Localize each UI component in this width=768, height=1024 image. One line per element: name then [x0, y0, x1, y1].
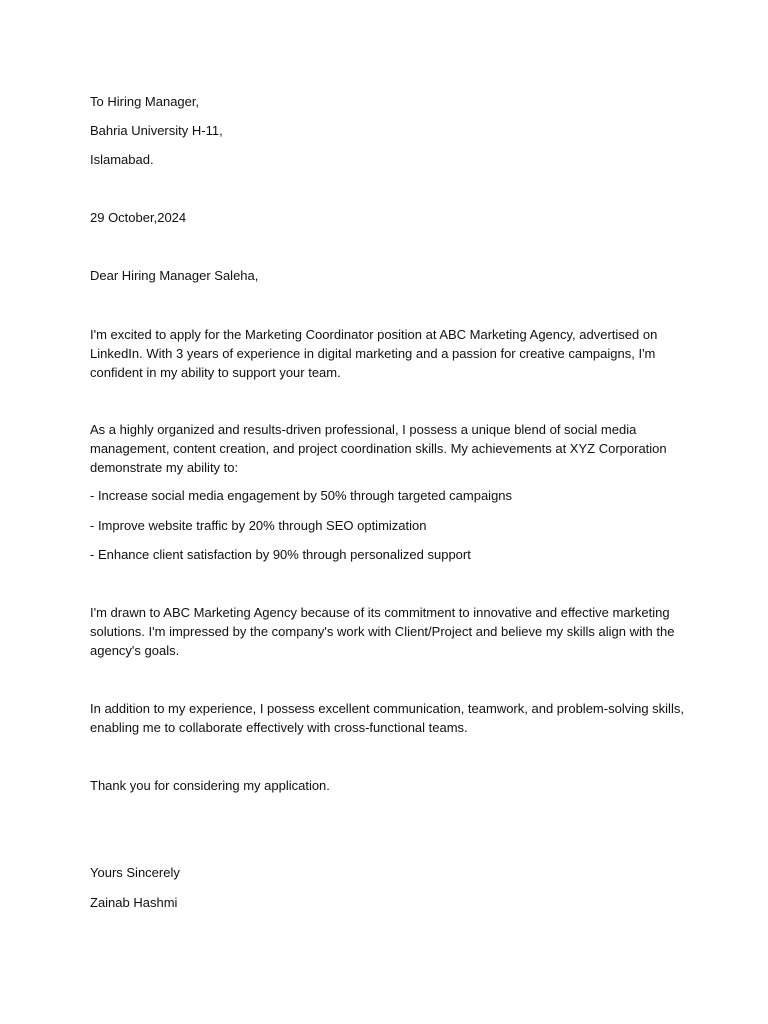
salutation: Dear Hiring Manager Saleha, [90, 268, 259, 283]
recipient-line-2: Bahria University H-11, [90, 123, 223, 138]
skills-line: management, content creation, and project coordination skills. My achievements at XYZ Corporation [90, 441, 667, 456]
additional-line: enabling me to collaborate effectively with cross-functional teams. [90, 720, 468, 735]
skills-line: demonstrate my ability to: [90, 460, 239, 475]
motivation-paragraph [90, 603, 690, 660]
achievement-item: - Increase social media engagement by 50% through targeted campaigns [90, 488, 513, 503]
letter-date: 29 October,2024 [90, 210, 187, 225]
motivation-line: agency's goals. [90, 643, 180, 658]
additional-line: In addition to my experience, I possess excellent communication, teamwork, and problem-solving skills, [90, 701, 684, 716]
signature-name: Zainab Hashmi [90, 895, 178, 910]
closing-line: Yours Sincerely [90, 865, 180, 880]
intro-line: confident in my ability to support your team. [90, 365, 341, 380]
thanks-line: Thank you for considering my application. [90, 778, 330, 793]
motivation-line: solutions. I'm impressed by the company's work with Client/Project and believe my skills align with the [90, 624, 675, 639]
recipient-line-3: Islamabad. [90, 152, 154, 167]
intro-paragraph [90, 325, 690, 382]
achievement-item: - Improve website traffic by 20% through SEO optimization [90, 518, 427, 533]
achievement-item: - Enhance client satisfaction by 90% through personalized support [90, 547, 471, 562]
recipient-line-1: To Hiring Manager, [90, 94, 200, 109]
skills-line: As a highly organized and results-driven professional, I possess a unique blend of social media [90, 422, 637, 437]
motivation-line: I'm drawn to ABC Marketing Agency because of its commitment to innovative and effective marketing [90, 605, 670, 620]
skills-paragraph [90, 420, 690, 477]
intro-line: I'm excited to apply for the Marketing Coordinator position at ABC Marketing Agency, advertised on [90, 327, 658, 342]
additional-paragraph [90, 699, 690, 737]
intro-line: LinkedIn. With 3 years of experience in digital marketing and a passion for creative campaigns, I'm [90, 346, 656, 361]
